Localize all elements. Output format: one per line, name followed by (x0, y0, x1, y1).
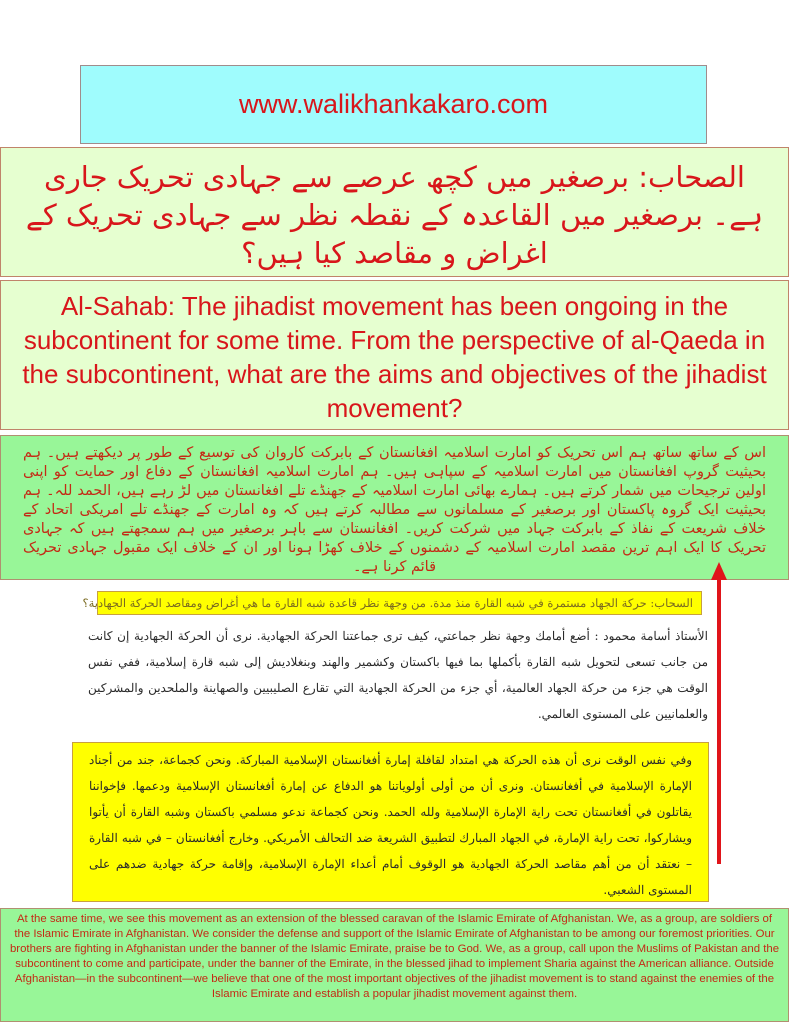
arabic-answer-paragraph-1 (88, 623, 708, 731)
arabic-answer-highlight (72, 742, 709, 902)
site-url: www.walikhankakaro.com (238, 89, 549, 119)
english-answer-box (0, 908, 789, 1022)
arabic-question-text: السحاب: حركة الجهاد مستمرة في شبه القارة منذ مدة. من وجهة نظر قاعدة شبه القارة ما هي أغراض ومقاصد الحركة الجهادية؟ (82, 596, 693, 610)
arrow-up-icon (711, 562, 727, 580)
site-url-banner (80, 65, 707, 144)
english-question-box (0, 280, 789, 430)
arabic-answer-text-1: الأستاذ أسامة محمود : أضع أمامك وجهة نظر جماعتي، كيف ترى جماعتنا الحركة الجهادية. نرى أن الحركة الجهادية إن كانت من جانب تسعى لتحويل شبه القارة بأكملها بما فيها باكستان وكشمير والهند وبنغلاديش إلى شبه قارة إسلامية، ففي نفس الوقت هي جزء من حركة الجهاد العالمية، أي جزء من الحركة الجهادية التي تقارع الصليبيين والصهاينة والملحدين والمشركين والعلمانيين على المستوى العالمي. (88, 629, 708, 721)
english-answer-text: At the same time, we see this movement as an extension of the blessed caravan of the Islamic Emirate of Afghanistan. We, as a group, are soldiers of the Islamic Emirate in Afghanistan. We consider the defense and support of the Islamic Emirate of Afghanistan to be among our foremost priorities. Our brothers are fighting in Afghanistan under the banner of the Islamic Emirate, praise be to God. We, as a group, call upon the Muslims of Pakistan and the subcontinent to come and participate, under the banner of the Emirate, in the blessed jihad to implement Sharia against the American alliance. Outside Afghanistan—in the subcontinent—we believe that one of the most important objectives of the jihadist movement is to stand against the enemies of the Islamic Emirate and establish a popular jihadist movement against them. (9, 913, 780, 1000)
urdu-question-box (0, 147, 789, 277)
arrow-up-icon-shaft (717, 578, 721, 864)
english-question-text: Al-Sahab: The jihadist movement has been ongoing in the subcontinent for some time. From the perspective of al-Qaeda in the subcontinent, what are the aims and objectives of the jihadist movement? (22, 291, 767, 423)
arabic-answer-text-2: وفي نفس الوقت نرى أن هذه الحركة هي امتداد لقافلة إمارة أفغانستان الإسلامية المباركة. ونحن كجماعة، جند من أجناد الإمارة الإسلامية في أفغانستان. ونرى أن من أولى أولوياتنا هو الدفاع عن إمارة أفغانستان الإسلامية ودعمها. فإخواننا يقاتلون في أفغانستان تحت راية الإمارة الإسلامية ولله الحمد. ونحن كجماعة ندعو مسلمي باكستان وشبه القارة أن يأتوا ويشاركوا، تحت راية الإمارة، في الجهاد المبارك لتطبيق الشريعة ضد التحالف الأمريكي. وخارج أفغانستان – في شبه القارة – نعتقد أن من أهم مقاصد الحركة الجهادية هو الوقوف أمام أعداء الإمارة الإسلامية، وإقامة حركة جهادية ضدهم على المستوى الشعبي. (89, 753, 692, 897)
arabic-question-highlight (82, 591, 702, 615)
urdu-answer-box (0, 435, 789, 580)
urdu-question-text: الصحاب: برصغیر میں کچھ عرصے سے جہادی تحریک جاری ہے۔ برصغیر میں القاعدہ کے نقطہ نظر سے جہادی تحریک کے اغراض و مقاصد کیا ہیں؟ (25, 160, 764, 270)
urdu-answer-text: اس کے ساتھ ساتھ ہم اس تحریک کو امارت اسلامیہ افغانستان کے بابرکت کاروان کی توسیع کے طور پر دیکھتے ہیں۔ ہم بحیثیت گروپ افغانستان میں امارت اسلامیہ کے سپاہی ہیں۔ ہم امارت اسلامیہ افغانستان کے دفاع اور حمایت کو اپنی اولین ترجیحات میں شمار کرتے ہیں۔ ہمارے بھائی امارت اسلامیہ کے جھنڈے تلے افغانستان میں لڑ رہے ہیں، الحمد للہ۔ ہم بحیثیت ایک گروہ پاکستان اور برصغیر کے مسلمانوں سے مطالبہ کرتے ہیں کہ وہ امارت کے جھنڈے تلے امریکی اتحاد کے خلاف شریعت کے نفاذ کے بابرکت جہاد میں شرکت کریں۔ افغانستان سے باہر برصغیر میں ہم سمجھتے ہیں کہ جہادی تحریک کا ایک اہم ترین مقصد امارت اسلامیہ کے دشمنوں کے خلاف کھڑا ہونا اور ان کے خلاف ایک مقبول جہادی تحریک قائم کرنا ہے۔ (23, 445, 766, 575)
